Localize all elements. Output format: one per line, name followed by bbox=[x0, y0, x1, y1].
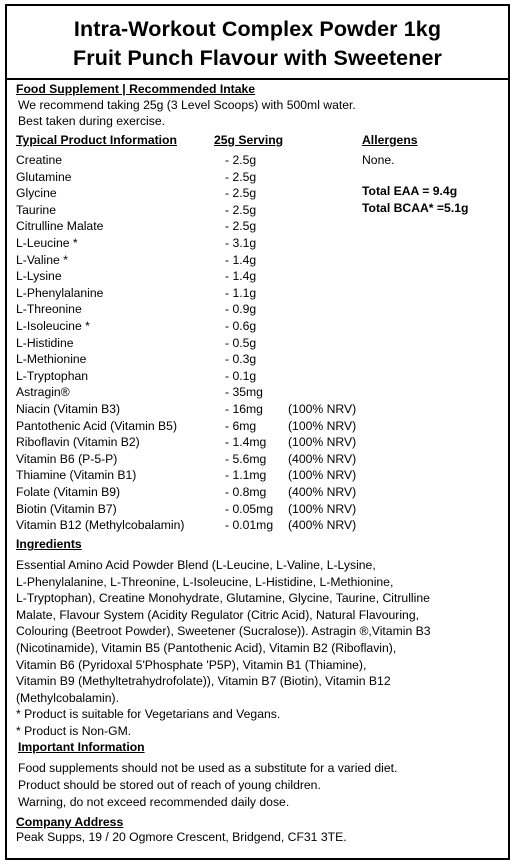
nutrient-name: L-Lysine bbox=[16, 269, 62, 284]
nutrient-row bbox=[7, 384, 507, 401]
nutrient-amount: - 0.3g bbox=[225, 352, 257, 367]
ingredients-line: Essential Amino Acid Powder Blend (L-Leucine, L-Valine, L-Lysine, bbox=[16, 558, 376, 572]
nutrient-amount: - 5.6mg bbox=[225, 451, 267, 466]
nutrient-name: Biotin (Vitamin B7) bbox=[16, 501, 117, 516]
nutrient-row bbox=[7, 434, 507, 451]
supplement-heading: Food Supplement | Recommended Intake bbox=[16, 82, 256, 96]
nutrient-name: Vitamin B6 (P-5-P) bbox=[16, 451, 118, 466]
company-heading: Company Address bbox=[16, 815, 124, 829]
nutrient-row bbox=[7, 252, 507, 269]
ingredients-line: (Methylcobalamin). bbox=[16, 690, 119, 705]
nutrient-name: Folate (Vitamin B9) bbox=[16, 485, 121, 499]
nutrient-row bbox=[7, 185, 507, 202]
nutrient-amount: - 2.5g bbox=[225, 186, 257, 201]
nutrient-row bbox=[7, 501, 507, 518]
nutrient-name: Creatine bbox=[16, 153, 63, 167]
nutrient-amount: - 6mg bbox=[225, 418, 257, 433]
nutrient-name: Pantothenic Acid (Vitamin B5) bbox=[16, 418, 178, 433]
nutrient-row bbox=[7, 368, 507, 385]
nutrient-nrv: (400% NRV) bbox=[288, 451, 357, 466]
total-bcaa: Total BCAA* =5.1g bbox=[362, 201, 469, 215]
nutrient-amount: - 1.4mg bbox=[225, 435, 267, 450]
ingredients-line: * Product is suitable for Vegetarians and Vegans. bbox=[16, 707, 281, 722]
total-eaa: Total EAA = 9.4g bbox=[362, 184, 458, 198]
nutrient-amount: - 3.1g bbox=[225, 236, 257, 250]
nutrient-amount: - 1.1g bbox=[225, 285, 257, 300]
nutrient-nrv: (100% NRV) bbox=[288, 468, 357, 483]
nutrient-name: L-Phenylalanine bbox=[16, 285, 104, 300]
nutrient-row bbox=[7, 418, 507, 435]
nutrient-amount: - 0.6g bbox=[225, 319, 257, 333]
nutrient-name: L-Methionine bbox=[16, 352, 87, 367]
intake-line-1: We recommend taking 25g (3 Level Scoops) with 500ml water. bbox=[18, 98, 356, 112]
nutrient-row bbox=[7, 218, 507, 235]
ingredients-line: Vitamin B6 (Pyridoxal 5'Phosphate 'P5P), Vitamin B1 (Thiamine), bbox=[16, 657, 367, 672]
nutrient-amount: - 1.1mg bbox=[225, 468, 267, 483]
nutrient-name: L-Leucine * bbox=[16, 236, 78, 250]
nutrient-row bbox=[7, 169, 507, 186]
nutrient-amount: - 1.4g bbox=[225, 252, 257, 267]
nutrient-row bbox=[7, 401, 507, 418]
nutrient-name: Taurine bbox=[16, 202, 56, 217]
important-line: Food supplements should not be used as a substitute for a varied diet. bbox=[18, 761, 398, 775]
nutrient-name: L-Valine * bbox=[16, 252, 68, 267]
ingredients-line: L-Tryptophan), Creatine Monohydrate, Glutamine, Glycine, Taurine, Citrulline bbox=[16, 591, 430, 606]
nutrient-row bbox=[7, 268, 507, 285]
nutrient-row bbox=[7, 235, 507, 252]
important-line: Product should be stored out of reach of young children. bbox=[18, 778, 321, 792]
nutrient-name: Niacin (Vitamin B3) bbox=[16, 402, 121, 416]
nutrient-amount: - 0.01mg bbox=[225, 518, 274, 533]
nutrient-nrv: (100% NRV) bbox=[288, 402, 357, 416]
nutrient-name: Thiamine (Vitamin B1) bbox=[16, 468, 137, 483]
nutrient-amount: - 35mg bbox=[225, 385, 263, 400]
nutrient-amount: - 0.8mg bbox=[225, 485, 267, 499]
nutrient-nrv: (100% NRV) bbox=[288, 418, 357, 433]
info-column-header: Typical Product Information bbox=[16, 133, 177, 147]
ingredients-heading: Ingredients bbox=[16, 537, 82, 551]
nutrient-nrv: (100% NRV) bbox=[288, 435, 357, 450]
company-address: Peak Supps, 19 / 20 Ogmore Crescent, Bridgend, CF31 3TE. bbox=[16, 830, 347, 844]
ingredients-line: L-Phenylalanine, L-Threonine, L-Isoleucine, L-Histidine, L-Methionine, bbox=[16, 574, 394, 589]
nutrient-amount: - 0.05mg bbox=[225, 501, 274, 516]
ingredients-line: (Nicotinamide), Vitamin B5 (Pantothenic Acid), Vitamin B2 (Riboflavin), bbox=[16, 641, 397, 655]
nutrient-amount: - 2.5g bbox=[225, 202, 257, 217]
product-title-line2: Fruit Punch Flavour with Sweetener bbox=[73, 46, 442, 70]
allergens-column-header: Allergens bbox=[362, 133, 418, 147]
important-line: Warning, do not exceed recommended daily dose. bbox=[18, 795, 290, 809]
product-title-line1: Intra-Workout Complex Powder 1kg bbox=[73, 17, 442, 41]
nutrient-name: Riboflavin (Vitamin B2) bbox=[16, 435, 140, 450]
nutrient-row bbox=[7, 285, 507, 302]
nutrient-amount: - 2.5g bbox=[225, 153, 257, 167]
nutrient-row bbox=[7, 301, 507, 318]
nutrient-amount: - 0.9g bbox=[225, 302, 257, 317]
nutrient-name: Vitamin B12 (Methylcobalamin) bbox=[16, 518, 185, 533]
nutrient-row bbox=[7, 152, 507, 169]
ingredients-line: Malate, Flavour System (Acidity Regulator (Citric Acid), Natural Flavouring, bbox=[16, 607, 419, 622]
ingredients-line: Vitamin B9 (Methyltetrahydrofolate)), Vitamin B7 (Biotin), Vitamin B12 bbox=[16, 674, 391, 689]
nutrient-name: L-Histidine bbox=[16, 335, 74, 350]
nutrient-row bbox=[7, 202, 507, 219]
nutrient-row bbox=[7, 517, 507, 534]
nutrient-name: L-Tryptophan bbox=[16, 368, 89, 383]
nutrient-amount: - 0.5g bbox=[225, 335, 257, 350]
nutrient-nrv: (400% NRV) bbox=[288, 518, 357, 533]
nutrient-name: Citrulline Malate bbox=[16, 219, 104, 234]
nutrient-row bbox=[7, 451, 507, 468]
nutrient-name: Glycine bbox=[16, 186, 57, 201]
ingredients-line: Colouring (Beetroot Powder), Sweetener (Sucralose)). Astragin ®,Vitamin B3 bbox=[16, 624, 431, 639]
nutrient-nrv: (100% NRV) bbox=[288, 501, 357, 516]
nutrient-name: Astragin® bbox=[16, 385, 70, 400]
important-heading: Important Information bbox=[18, 740, 145, 754]
title-divider bbox=[7, 78, 508, 80]
nutrient-row bbox=[7, 351, 507, 368]
nutrient-row bbox=[7, 318, 507, 335]
nutrient-amount: - 1.4g bbox=[225, 269, 257, 284]
nutrient-nrv: (400% NRV) bbox=[288, 485, 357, 499]
nutrient-name: Glutamine bbox=[16, 169, 72, 184]
nutrient-row bbox=[7, 467, 507, 484]
nutrient-row bbox=[7, 335, 507, 352]
nutrient-amount: - 2.5g bbox=[225, 219, 257, 234]
allergens-value: None. bbox=[362, 153, 395, 167]
nutrient-name: L-Threonine bbox=[16, 302, 82, 317]
supplement-label bbox=[5, 4, 510, 860]
ingredients-line: * Product is Non-GM. bbox=[16, 724, 132, 738]
nutrient-amount: - 16mg bbox=[225, 402, 263, 416]
nutrient-name: L-Isoleucine * bbox=[16, 319, 90, 333]
nutrient-amount: - 2.5g bbox=[225, 169, 257, 184]
intake-line-2: Best taken during exercise. bbox=[18, 114, 166, 128]
nutrient-amount: - 0.1g bbox=[225, 368, 257, 383]
nutrient-row bbox=[7, 484, 507, 501]
serving-column-header: 25g Serving bbox=[214, 133, 284, 147]
